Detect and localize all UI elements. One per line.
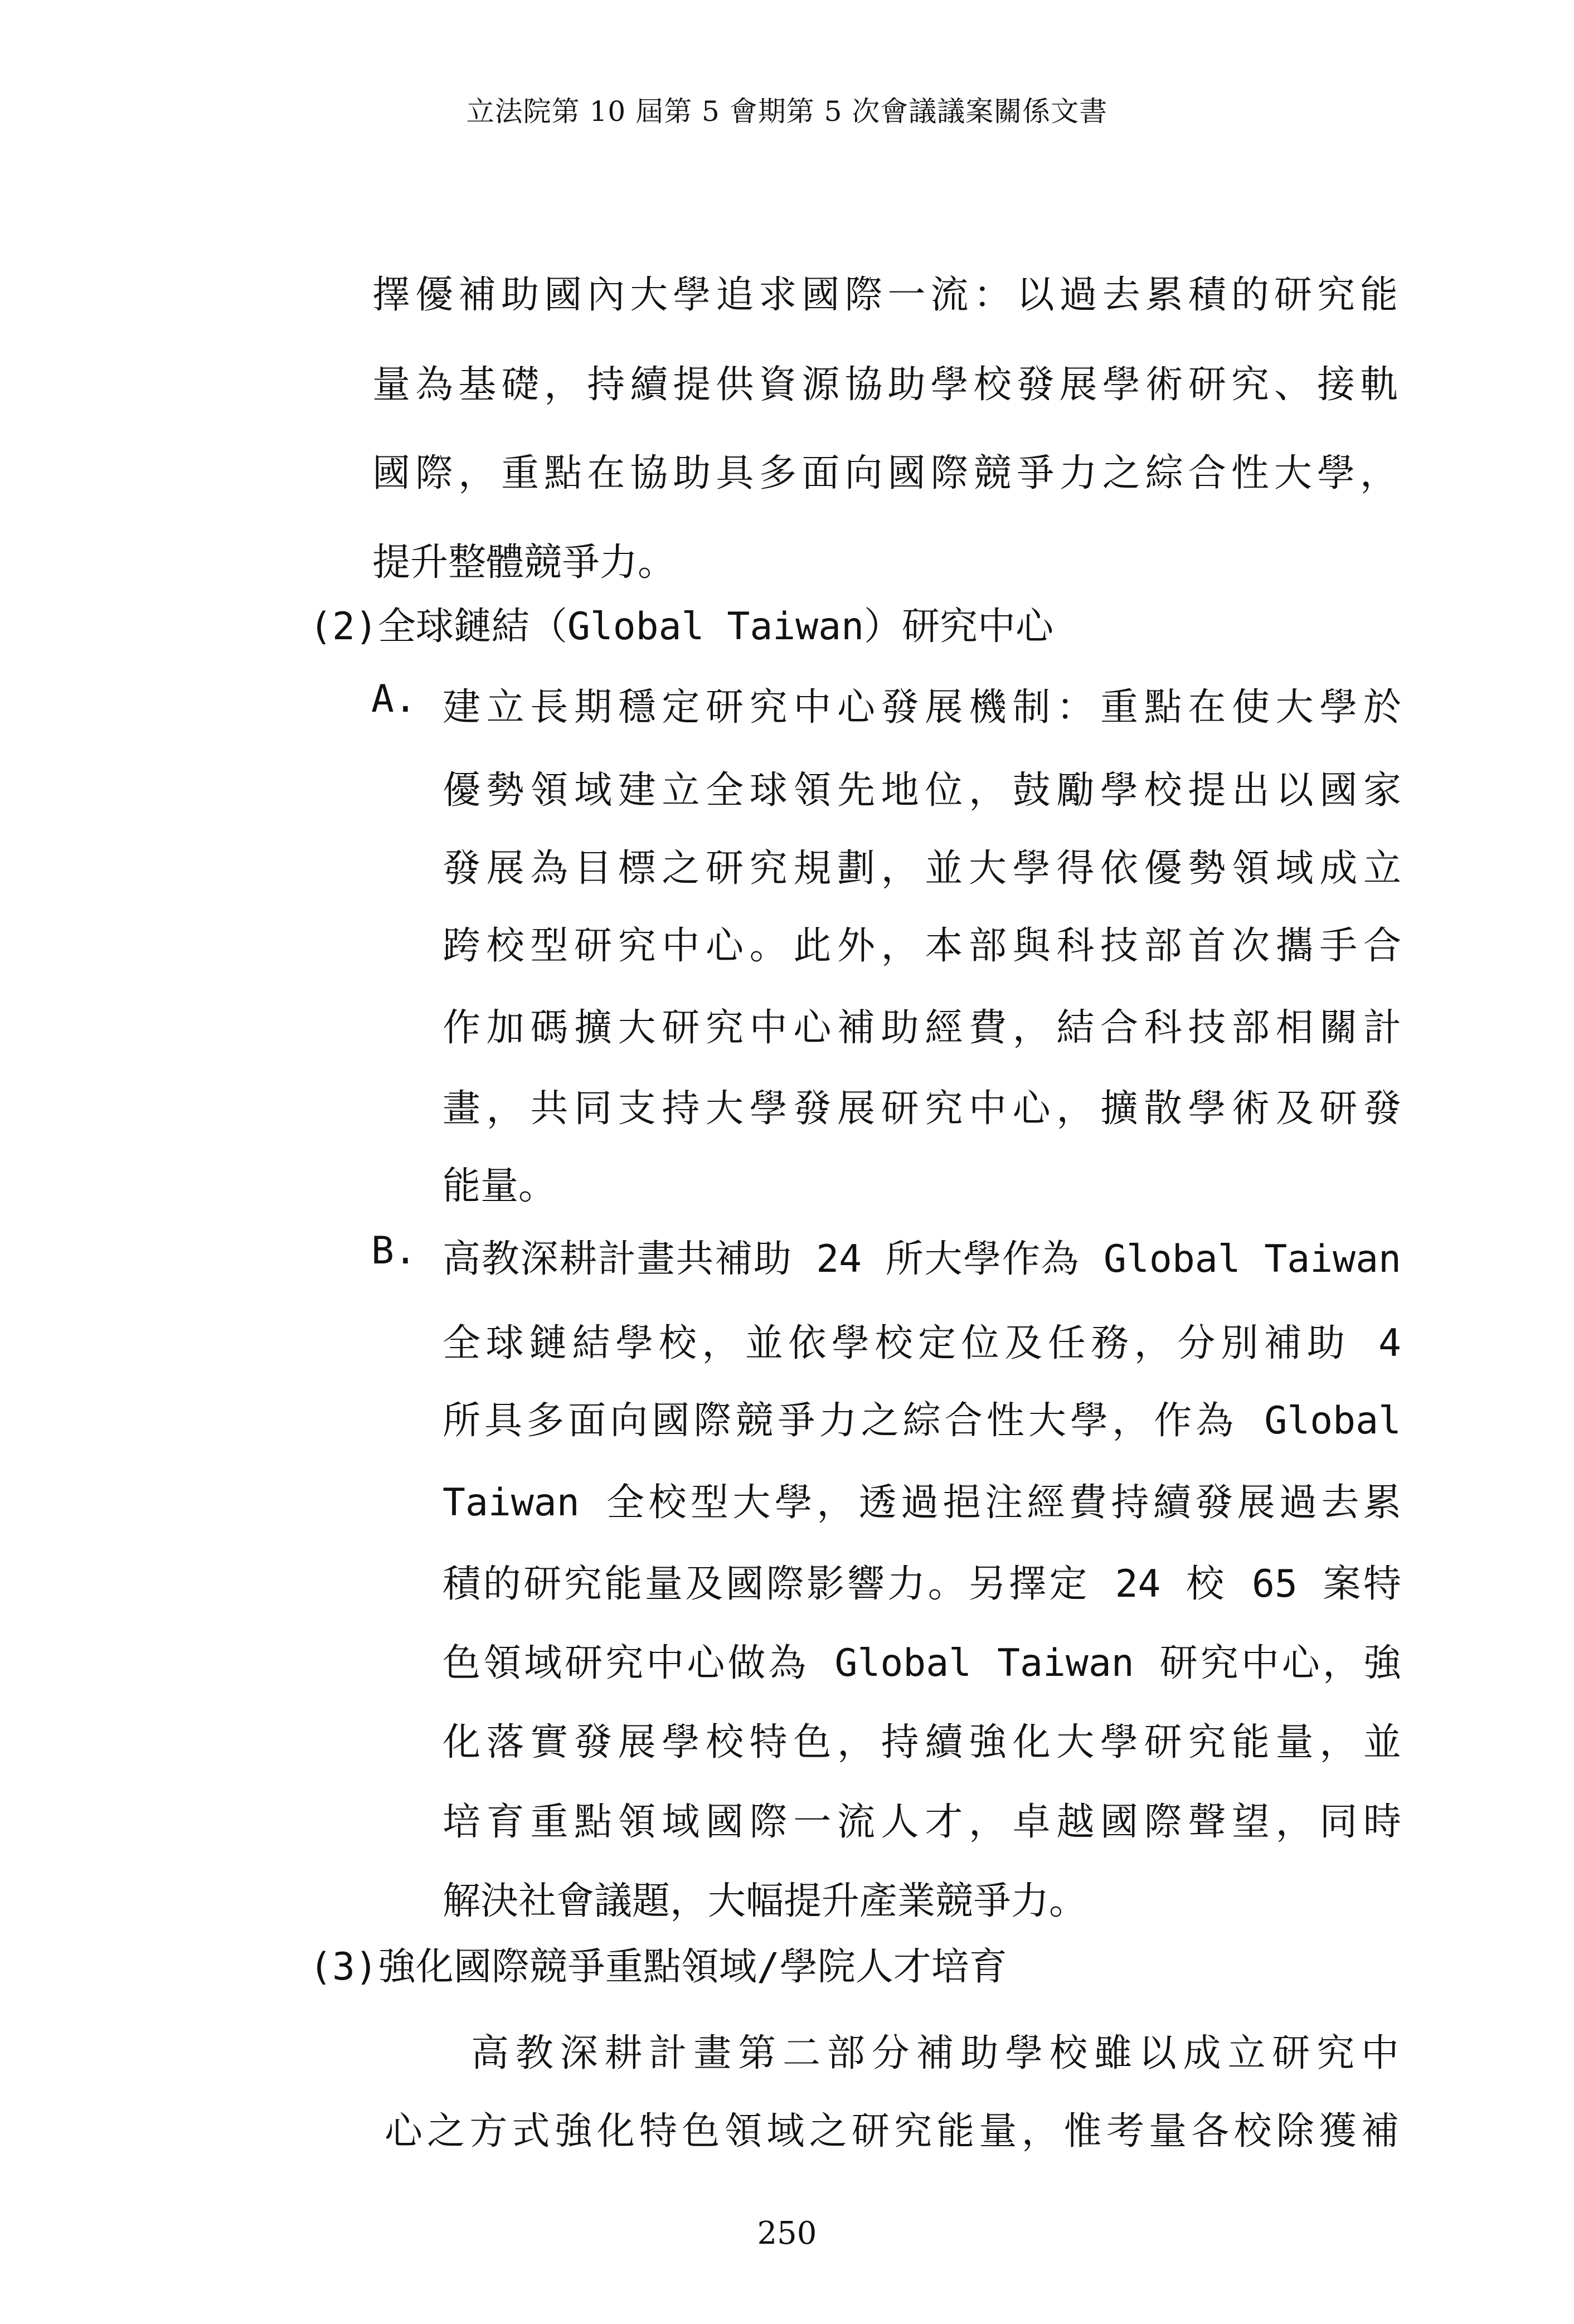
item-a-line: 發展為目標之研究規劃，並大學得依優勢領域成立	[443, 847, 1401, 891]
section-3-heading: (3)強化國際競爭重點領域/學院人才培育	[309, 1945, 1007, 1989]
item-b-line: 高教深耕計畫共補助 24 所大學作為 Global Taiwan	[443, 1237, 1401, 1281]
item-b-line: 培育重點領域國際一流人才，卓越國際聲望，同時	[443, 1800, 1401, 1844]
item-b-line: Taiwan 全校型大學，透過挹注經費持續發展過去累	[443, 1481, 1401, 1525]
item-b-line: 化落實發展學校特色，持續強化大學研究能量，並	[443, 1720, 1401, 1764]
page-number: 250	[757, 2215, 817, 2252]
item-b-line: 積的研究能量及國際影響力。另擇定 24 校 65 案特	[443, 1562, 1401, 1606]
item-b-line: 全球鏈結學校，並依學校定位及任務，分別補助 4	[443, 1321, 1401, 1365]
section-2-heading: (2)全球鏈結（Global Taiwan）研究中心	[309, 605, 1054, 649]
item-b-line: 所具多面向國際競爭力之綜合性大學，作為 Global	[443, 1399, 1401, 1443]
item-a-line: 跨校型研究中心。此外，本部與科技部首次攜手合	[443, 924, 1401, 968]
intro-line: 提升整體競爭力。	[372, 541, 676, 585]
item-a-label: A.	[371, 677, 417, 721]
item-a-line: 建立長期穩定研究中心發展機制：重點在使大學於	[443, 685, 1401, 730]
intro-line: 擇優補助國內大學追求國際一流：以過去累積的研究能	[372, 273, 1398, 317]
section-3-line: 高教深耕計畫第二部分補助學校雖以成立研究中	[471, 2031, 1399, 2075]
intro-line: 國際，重點在協助具多面向國際競爭力之綜合性大學，	[372, 451, 1398, 495]
item-a-line: 畫，共同支持大學發展研究中心，擴散學術及研發	[443, 1087, 1401, 1131]
item-a-line: 能量。	[443, 1164, 557, 1208]
item-b-line: 色領域研究中心做為 Global Taiwan 研究中心，強	[443, 1641, 1401, 1685]
item-a-line: 作加碼擴大研究中心補助經費，結合科技部相關計	[443, 1006, 1401, 1050]
document-header: 立法院第 10 屆第 5 會期第 5 次會議議案關係文書	[466, 95, 1108, 128]
item-b-line: 解決社會議題，大幅提升產業競爭力。	[443, 1879, 1087, 1923]
item-a-line: 優勢領域建立全球領先地位，鼓勵學校提出以國家	[443, 769, 1401, 813]
intro-line: 量為基礎，持續提供資源協助學校發展學術研究、接軌	[372, 363, 1398, 407]
section-3-line: 心之方式強化特色領域之研究能量，惟考量各校除獲補	[385, 2109, 1399, 2153]
item-b-label: B.	[371, 1229, 417, 1273]
